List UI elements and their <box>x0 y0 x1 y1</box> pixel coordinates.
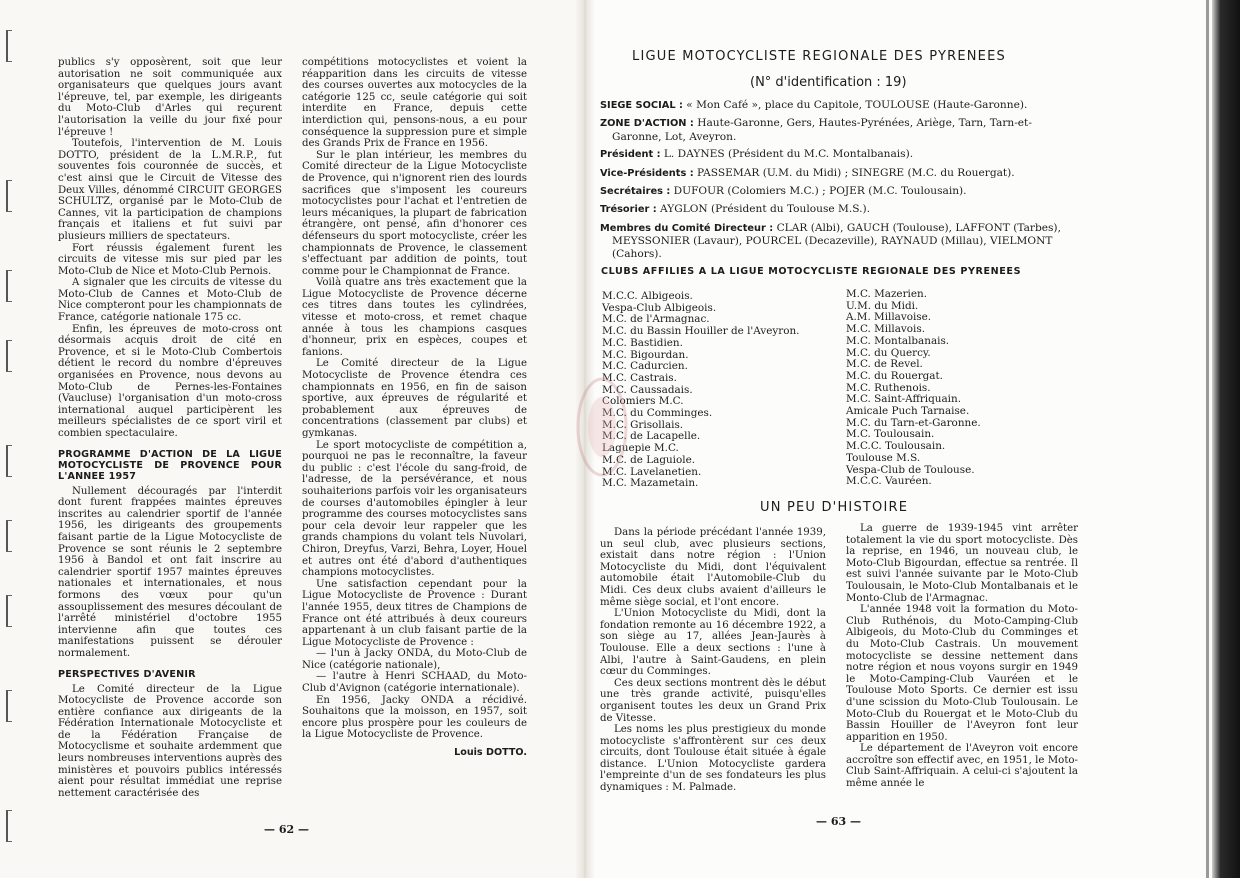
info-value: CLAR (Albi), GAUCH (Toulouse), LAFFONT (Tarbes), MEYSSONIER (Lavaur), POURCEL (Decazeville), RAYNAUD (Millau), VIELMONT (Cahors). <box>612 221 1061 260</box>
league-info <box>600 99 1070 265</box>
paragraph: Nullement découragés par l'interdit dont furent frappées maintes épreuves inscrites au calendrier sportif de l'année 1956, les dirigeants des groupements faisant partie de la Ligue Motocycliste de Provence se sont réunis le 2 septembre 1956 à Bandol et ont fait inscrire au calendrier sportif 1957 maintes épreuves nationales et internationales, et nous formons des vœux pour qu'un assouplissement des mesures découlant de l'arrêté ministériel d'octobre 1955 intervienne afin que toutes ces manifestations puissent se dérouler normalement. <box>58 485 282 659</box>
info-label: Président : <box>600 149 661 161</box>
info-row <box>600 167 1070 180</box>
history-column-1 <box>600 527 826 794</box>
club-item: Vespa-Club Albigeois. <box>602 301 717 314</box>
history-column-2 <box>846 523 1078 790</box>
scan-dark-edge <box>1212 0 1240 878</box>
club-item: M.C. Bigourdan. <box>602 348 689 361</box>
paragraph: publics s'y opposèrent, soit que leur autorisation ne soit communiquée aux organisateurs que quelques jours avant l'épreuve, tel, par exemple, les dirigeants du Moto-Club d'Arles qui reçurent l'autorisation la veille du jour fixé pour l'épreuve ! <box>58 57 282 138</box>
info-value: « Mon Café », place du Capitole, TOULOUSE (Haute-Garonne). <box>686 99 1028 111</box>
left-column-2 <box>302 57 527 759</box>
info-row <box>600 222 1070 260</box>
club-item: M.C. Millavois. <box>846 323 926 336</box>
club-item: M.C. Caussadais. <box>602 383 693 396</box>
info-label: Secrétaires : <box>600 186 671 198</box>
club-item: M.C. du Tarn-et-Garonne. <box>846 416 981 429</box>
club-item: Colomiers M.C. <box>602 395 684 408</box>
paragraph: Fort réussis également furent les circuits de vitesse mis sur pied par les Moto-Club de Nice et Moto-Club Pernois. <box>58 242 282 277</box>
paragraph: L'Union Motocycliste du Midi, dont la fondation remonte au 16 décembre 1922, a son siège au 17, allées Jean-Jaurès à Toulouse. Elle a deux sections : l'une à Albi, l'autre à Saint-Gaudens, en plein cœur du Comminges. <box>600 608 826 678</box>
info-label: Trésorier : <box>600 204 657 216</box>
clubs-list-right <box>846 289 1046 488</box>
club-item: M.C. de Laguiole. <box>602 453 696 466</box>
info-row <box>600 99 1070 112</box>
paragraph: Le Comité directeur de la Ligue Motocycliste de Provence étendra ces championnats en 1956, en fin de saison sportive, aux épreuves de régularité et probablement aux épreuves de concentrations (classement par clubs) et gymkanas. <box>302 358 527 439</box>
club-item: M.C. Bastidien. <box>602 336 683 349</box>
club-item: M.C. Mazerien. <box>846 288 928 300</box>
binding-mark <box>6 30 12 62</box>
club-item: M.C. Toulousain. <box>846 428 935 441</box>
author-signature: Louis DOTTO. <box>454 747 527 759</box>
paragraph: Les noms les plus prestigieux du monde motocycliste s'affrontèrent sur ces deux circuits, dont Toulouse était située à égale distance. L'Union Motocycliste gardera l'empreinte d'un de ses fondateurs les plus dynamiques : M. Palmade. <box>600 724 826 794</box>
info-value: L. DAYNES (Président du M.C. Montalbanais). <box>663 148 914 161</box>
info-value: Haute-Garonne, Gers, Hautes-Pyrénées, Ariège, Tarn, Tarn-et-Garonne, Lot, Aveyron. <box>612 117 1032 143</box>
club-item: U.M. du Midi. <box>846 299 919 312</box>
club-item: M.C. de Lacapelle. <box>602 430 701 443</box>
info-row <box>600 117 1070 143</box>
paragraph: La guerre de 1939-1945 vint arrêter totalement la vie du sport motocycliste. Dès la reprise, en 1946, un nouveau club, le Moto-Club Bigourdan, effectue sa rentrée. Il est suivi l'année suivante par le Moto-Club Toulousain, le Moto-Club Montalbanais et le Monto-Club de l'Armagnac. <box>846 523 1078 604</box>
section-heading: PERSPECTIVES D'AVENIR <box>58 668 196 680</box>
info-row <box>600 203 1070 216</box>
paragraph: L'année 1948 voit la formation du Moto-Club Ruthénois, du Moto-Camping-Club Albigeois, du Moto-Club du Comminges et du Moto-Club Castrais. Un mouvement motocycliste se dessine nettement dans notre région et nous voyons surgir en 1949 le Moto-Camping-Club Vauréen et le Toulouse Moto Sports. Ce dernier est issu d'une scission du Moto-Club Toulousain. Le Moto-Club du Rouergat et le Moto-Club du Bassin Houiller de l'Aveyron font leur apparition en 1950. <box>846 604 1078 743</box>
paragraph: Sur le plan intérieur, les membres du Comité directeur de la Ligue Motocycliste de Provence, qui n'ignorent rien des lourds sacrifices que s'imposent les coureurs motocyclistes pour l'achat et l'entretien de leurs mécaniques, la plupart de fabrication étrangère, ont pensé, afin d'honorer ces défenseurs du sport motocycliste, créer les championnats de Provence, le classement s'effectuant par addition de points, tout comme pour le Championnat de France. <box>302 149 527 277</box>
paragraph: Toutefois, l'intervention de M. Louis DOTTO, président de la L.M.R.P., fut souventes fois couronnée de succès, et c'est ainsi que le Circuit de Vitesse des Deux Villes, dénommé CIRCUIT GEORGES SCHULTZ, organisé par le Moto-Club de Cannes, vit la participation de champions français et italiens et fut suivi par plusieurs milliers de spectateurs. <box>58 138 282 242</box>
paragraph: — l'autre à Henri SCHAAD, du Moto-Club d'Avignon (catégorie internationale). <box>302 671 527 695</box>
info-row <box>600 148 1070 161</box>
club-item: Toulouse M.S. <box>846 451 921 464</box>
binding-mark <box>6 810 12 842</box>
club-item: A.M. Millavoise. <box>846 311 932 324</box>
history-heading: UN PEU D'HISTOIRE <box>760 500 909 515</box>
binding-mark <box>6 445 12 477</box>
binding-mark <box>6 690 12 722</box>
left-column-1 <box>58 57 282 799</box>
paragraph: — l'un à Jacky ONDA, du Moto-Club de Nice (catégorie nationale), <box>302 648 527 671</box>
club-item: M.C. Cadurcien. <box>602 360 688 373</box>
info-value: AYGLON (Président du Toulouse M.S.). <box>660 203 871 216</box>
page-number-left: — 62 — <box>264 823 309 836</box>
paragraph: compétitions motocyclistes et voient la réapparition dans les circuits de vitesse des courses ouvertes aux motocycles de la catégorie 125 cc, seule catégorie qui soit interdite en France, depuis cette interdiction qui, pensons-nous, a eu pour conséquence la suppression pure et simple des Grands Prix de France en 1956. <box>302 57 527 150</box>
info-label: Vice-Présidents : <box>600 167 694 179</box>
info-row <box>600 185 1070 198</box>
info-value: DUFOUR (Colomiers M.C.) ; POJER (M.C. Toulousain). <box>673 185 967 198</box>
binding-mark <box>6 270 12 302</box>
paragraph: Dans la période précédant l'année 1939, un seul club, avec plusieurs sections, existait dans notre région : l'Union Motocycliste du Midi, dont l'équivalent automobile était l'Automobile-Club du Midi. Ces deux clubs avaient d'ailleurs le même siège social, et l'ont encore. <box>600 527 826 608</box>
section-heading: PROGRAMME D'ACTION DE LA LIGUE MOTOCYCLISTE DE PROVENCE POUR L'ANNEE 1957 <box>58 448 282 482</box>
paragraph: A signaler que les circuits de vitesse du Moto-Club de Cannes et Moto-Club de Nice compteront pour les championnats de France, catégorie nationale 175 cc. <box>58 277 282 324</box>
club-item: M.C. du Bassin Houiller de l'Aveyron. <box>602 325 800 338</box>
club-item: M.C. de l'Armagnac. <box>602 313 710 326</box>
binding-mark <box>6 520 12 552</box>
club-item: M.C. du Rouergat. <box>846 369 943 382</box>
binding-mark <box>6 180 12 212</box>
club-item: M.C. du Comminges. <box>602 407 713 420</box>
club-item: M.C. Ruthenois. <box>846 381 931 394</box>
paragraph: Le sport motocycliste de compétition a, pourquoi ne pas le reconnaître, la faveur du public : c'est l'école du sang-froid, de l'adresse, de la persévérance, et nous souhaiterions parfois voir les organisateurs de courses d'automobiles épingler à leur programme des courses motocyclistes sans pour cela devoir leur rappeler que les grands champions du volant tels Nuvolari, Chiron, Dreyfus, Varzi, Behra, Loyer, Houel et autres ont été d'abord d'authentiques champions motocyclistes. <box>302 439 527 579</box>
clubs-list-left <box>602 291 842 490</box>
club-item: M.C. du Quercy. <box>846 346 931 359</box>
club-item: M.C.C. Albigeois. <box>602 290 693 302</box>
paragraph: Le département de l'Aveyron voit encore accroître son effectif avec, en 1951, le Moto-Club Saint-Affriquain. A celui-ci s'ajoutent la même année le <box>846 743 1078 790</box>
club-item: M.C. Mazametain. <box>602 477 699 490</box>
paragraph: Enfin, les épreuves de moto-cross ont désormais acquis droit de cité en Provence, et si le Moto-Club Combertois détient le record du nombre d'épreuves organisées en Provence, nous devons au Moto-Club de Pernes-les-Fontaines (Vaucluse) l'organisation d'un moto-cross international auquel participèrent les meilleurs spécialistes de ce sport viril et combien spectaculaire. <box>58 323 282 439</box>
binding-mark <box>6 340 12 372</box>
paragraph: Une satisfaction cependant pour la Ligue Motocycliste de Provence : Durant l'année 1955, deux titres de Champions de France ont été attribués à deux coureurs appartenant à un club faisant partie de la Ligue Motocycliste de Provence : <box>302 578 527 648</box>
club-item: M.C. Saint-Affriquain. <box>846 393 961 406</box>
info-label: SIEGE SOCIAL : <box>600 100 683 111</box>
page-title: LIGUE MOTOCYCLISTE REGIONALE DES PYRENEES <box>632 49 1006 64</box>
info-label: Membres du Comité Directeur : <box>600 222 774 234</box>
paragraph: Ces deux sections montrent dès le début une très grande activité, puisqu'elles organisent toutes les deux un Grand Prix de Vitesse. <box>600 677 826 724</box>
club-item: M.C. Grisollais. <box>602 418 684 431</box>
info-value: PASSEMAR (U.M. du Midi) ; SINEGRE (M.C. du Rouergat). <box>696 166 1015 179</box>
club-item: Amicale Puch Tarnaise. <box>846 405 970 418</box>
page-number-right: — 63 — <box>816 815 861 828</box>
club-item: M.C.C. Vauréen. <box>846 475 932 488</box>
page-edge-line <box>1206 0 1209 878</box>
club-item: M.C. Montalbanais. <box>846 334 950 347</box>
club-item: M.C. Lavelanetien. <box>602 465 702 478</box>
club-item: M.C.C. Toulousain. <box>846 440 946 453</box>
paragraph: Le Comité directeur de la Ligue Motocycliste de Provence accorde son entière confiance aux dirigeants de la Fédération Internationale Motocycliste et de la Fédération Française de Motocyclisme et souhaite ardemment que leurs nombreuses interventions auprès des ministères et pouvoirs publics intéressés aient pour résultat immédiat une reprise nettement caractérisée des <box>58 683 282 799</box>
binding-mark <box>6 595 12 627</box>
library-stamp <box>572 372 632 482</box>
page-subtitle: (N° d'identification : 19) <box>750 75 907 90</box>
club-item: Vespa-Club de Toulouse. <box>846 463 975 476</box>
club-item: Laguepie M.C. <box>602 442 679 455</box>
club-item: M.C. Castrais. <box>602 371 677 384</box>
clubs-heading: CLUBS AFFILIES A LA LIGUE MOTOCYCLISTE REGIONALE DES PYRENEES <box>601 266 1022 277</box>
info-label: ZONE D'ACTION : <box>600 118 694 130</box>
paragraph: Voilà quatre ans très exactement que la Ligue Motocycliste de Provence décerne ces titres dans toutes les cylindrées, vitesse et moto-cross, et remet chaque année à tous les champions casques d'honneur, prix en espèces, coupes et fanions. <box>302 277 527 358</box>
club-item: M.C. de Revel. <box>846 358 923 371</box>
paragraph: En 1956, Jacky ONDA a récidivé. Souhaitons que la moisson, en 1957, soit encore plus prospère pour les couleurs de la Ligue Motocycliste de Provence. <box>302 694 527 741</box>
